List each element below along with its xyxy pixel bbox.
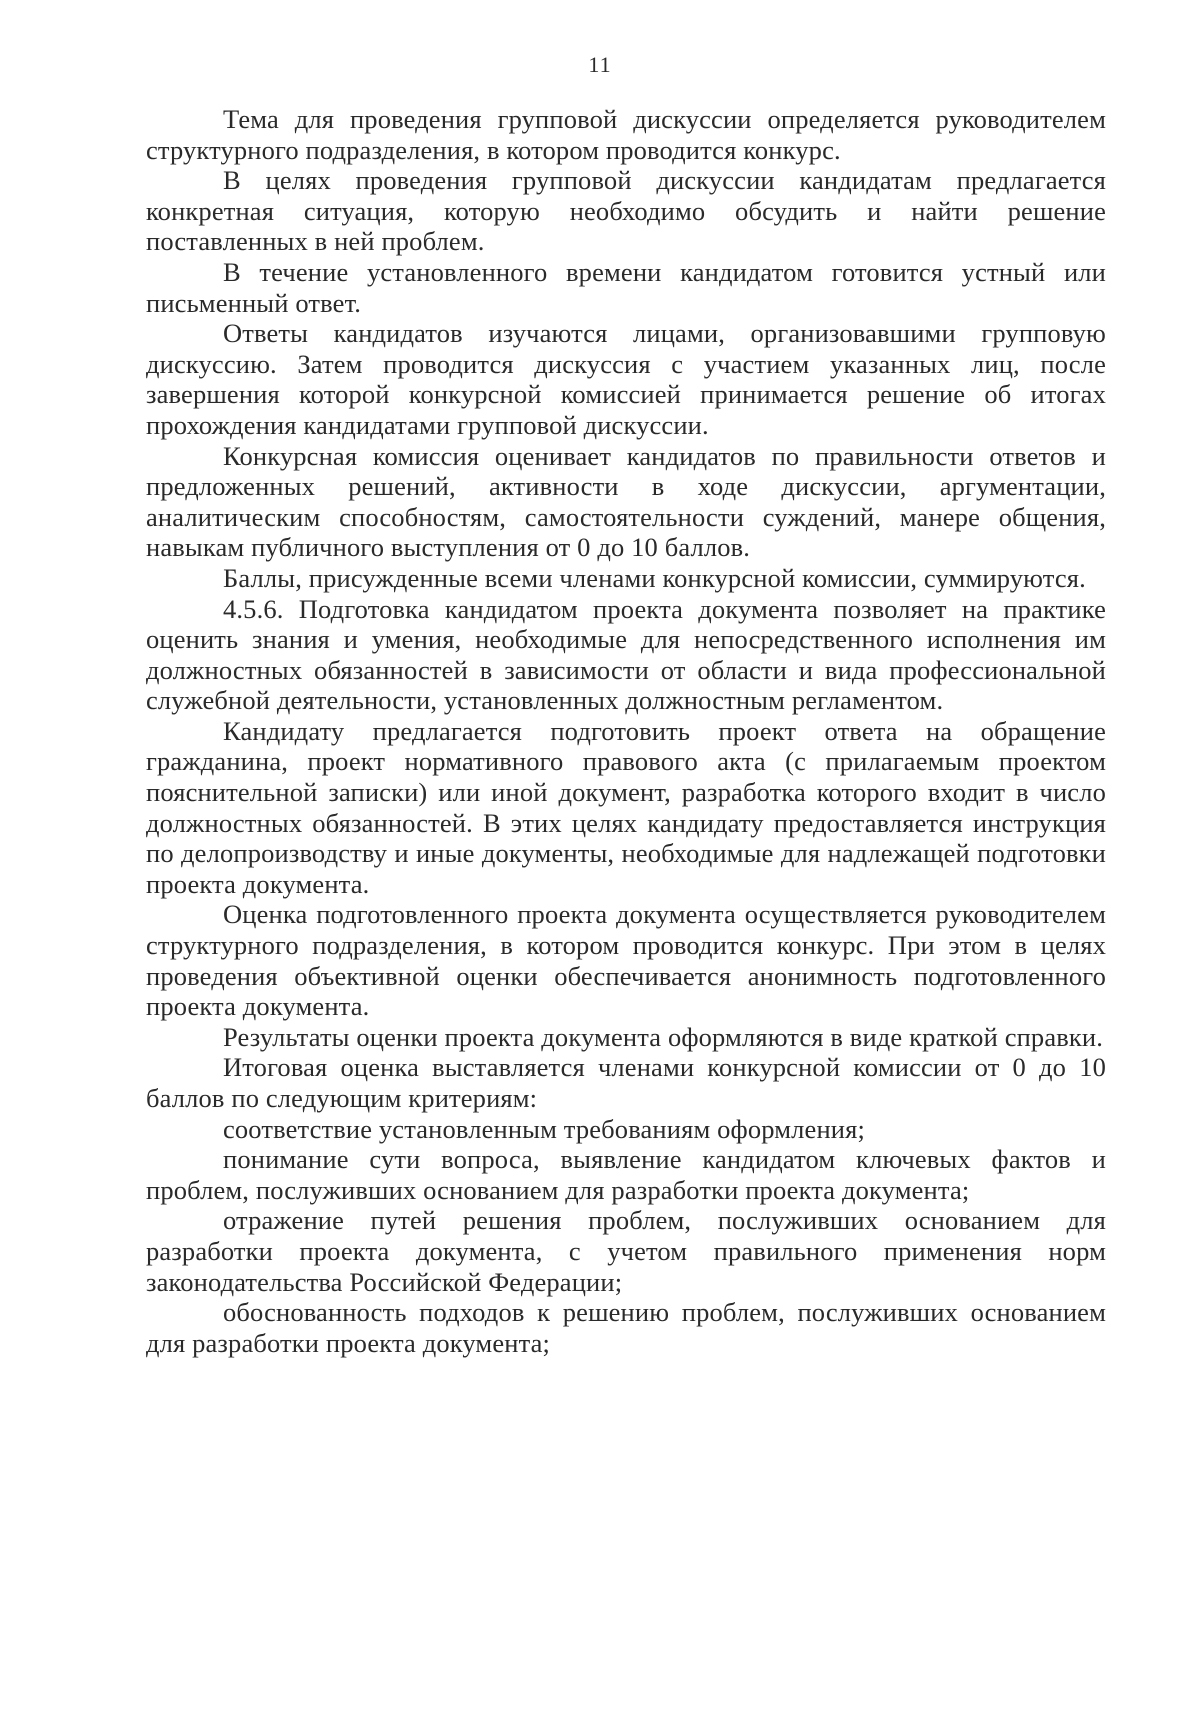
paragraph-discussion-topic: Тема для проведения групповой дискуссии определяется руководителем структурного подразделения, в котором проводится конкурс. [146, 104, 1106, 165]
paragraph-answer-preparation: В течение установленного времени кандидатом готовится устный или письменный ответ. [146, 256, 1106, 318]
paragraph-section-4-5-6: 4.5.6. Подготовка кандидатом проекта документа позволяет на практике оценить знания и умения, необходимые для непосредственного исполнения им должностных обязанностей в зависимости от области и вида профессиональной служебной деятельности, установленных должностным регламентом. [146, 593, 1106, 716]
page-number: 11 [588, 52, 612, 77]
criterion-understanding: понимание сути вопроса, выявление кандидатом ключевых фактов и проблем, послуживших основанием для разработки проекта документа; [146, 1144, 1106, 1205]
paragraph-document-assessment: Оценка подготовленного проекта документа осуществляется руководителем структурного подразделения, в котором проводится конкурс. При этом в целях проведения объективной оценки обеспечивается анонимность подготовленного проекта документа. [146, 899, 1106, 1022]
document-body [146, 104, 1106, 1358]
paragraph-discussion-situation: В целях проведения групповой дискуссии кандидатам предлагается конкретная ситуация, которую необходимо обсудить и найти решение поставленных в ней проблем. [146, 165, 1106, 257]
criterion-justification: обоснованность подходов к решению проблем, послуживших основанием для разработки проекта документа; [146, 1297, 1106, 1358]
paragraph-final-score: Итоговая оценка выставляется членами конкурсной комиссии от 0 до 10 баллов по следующим критериям: [146, 1052, 1106, 1113]
criterion-solutions: отражение путей решения проблем, послуживших основанием для разработки проекта документа, с учетом правильного применения норм законодательства Российской Федерации; [146, 1205, 1106, 1297]
paragraph-assessment-results: Результаты оценки проекта документа оформляются в виде краткой справки. [223, 1021, 1104, 1052]
paragraph-points-summed: Баллы, присужденные всеми членами конкурсной комиссии, суммируются. [223, 562, 1086, 593]
criterion-formatting: соответствие установленным требованиям оформления; [223, 1113, 865, 1144]
paragraph-document-task: Кандидату предлагается подготовить проект ответа на обращение гражданина, проект нормативного правового акта (с прилагаемым проектом пояснительной записки) или иной документ, разработка которого входит в число должностных обязанностей. В этих целях кандидату предоставляется инструкция по делопроизводству и иные документы, необходимые для надлежащей подготовки проекта документа. [146, 715, 1106, 899]
paragraph-commission-evaluation: Конкурсная комиссия оценивает кандидатов по правильности ответов и предложенных решений, активности в ходе дискуссии, аргументации, аналитическим способностям, самостоятельности суждений, манере общения, навыкам публичного выступления от 0 до 10 баллов. [146, 440, 1106, 563]
paragraph-answers-review: Ответы кандидатов изучаются лицами, организовавшими групповую дискуссию. Затем проводится дискуссия с участием указанных лиц, после завершения которой конкурсной комиссией принимается решение об итогах прохождения кандидатами групповой дискуссии. [146, 318, 1106, 440]
